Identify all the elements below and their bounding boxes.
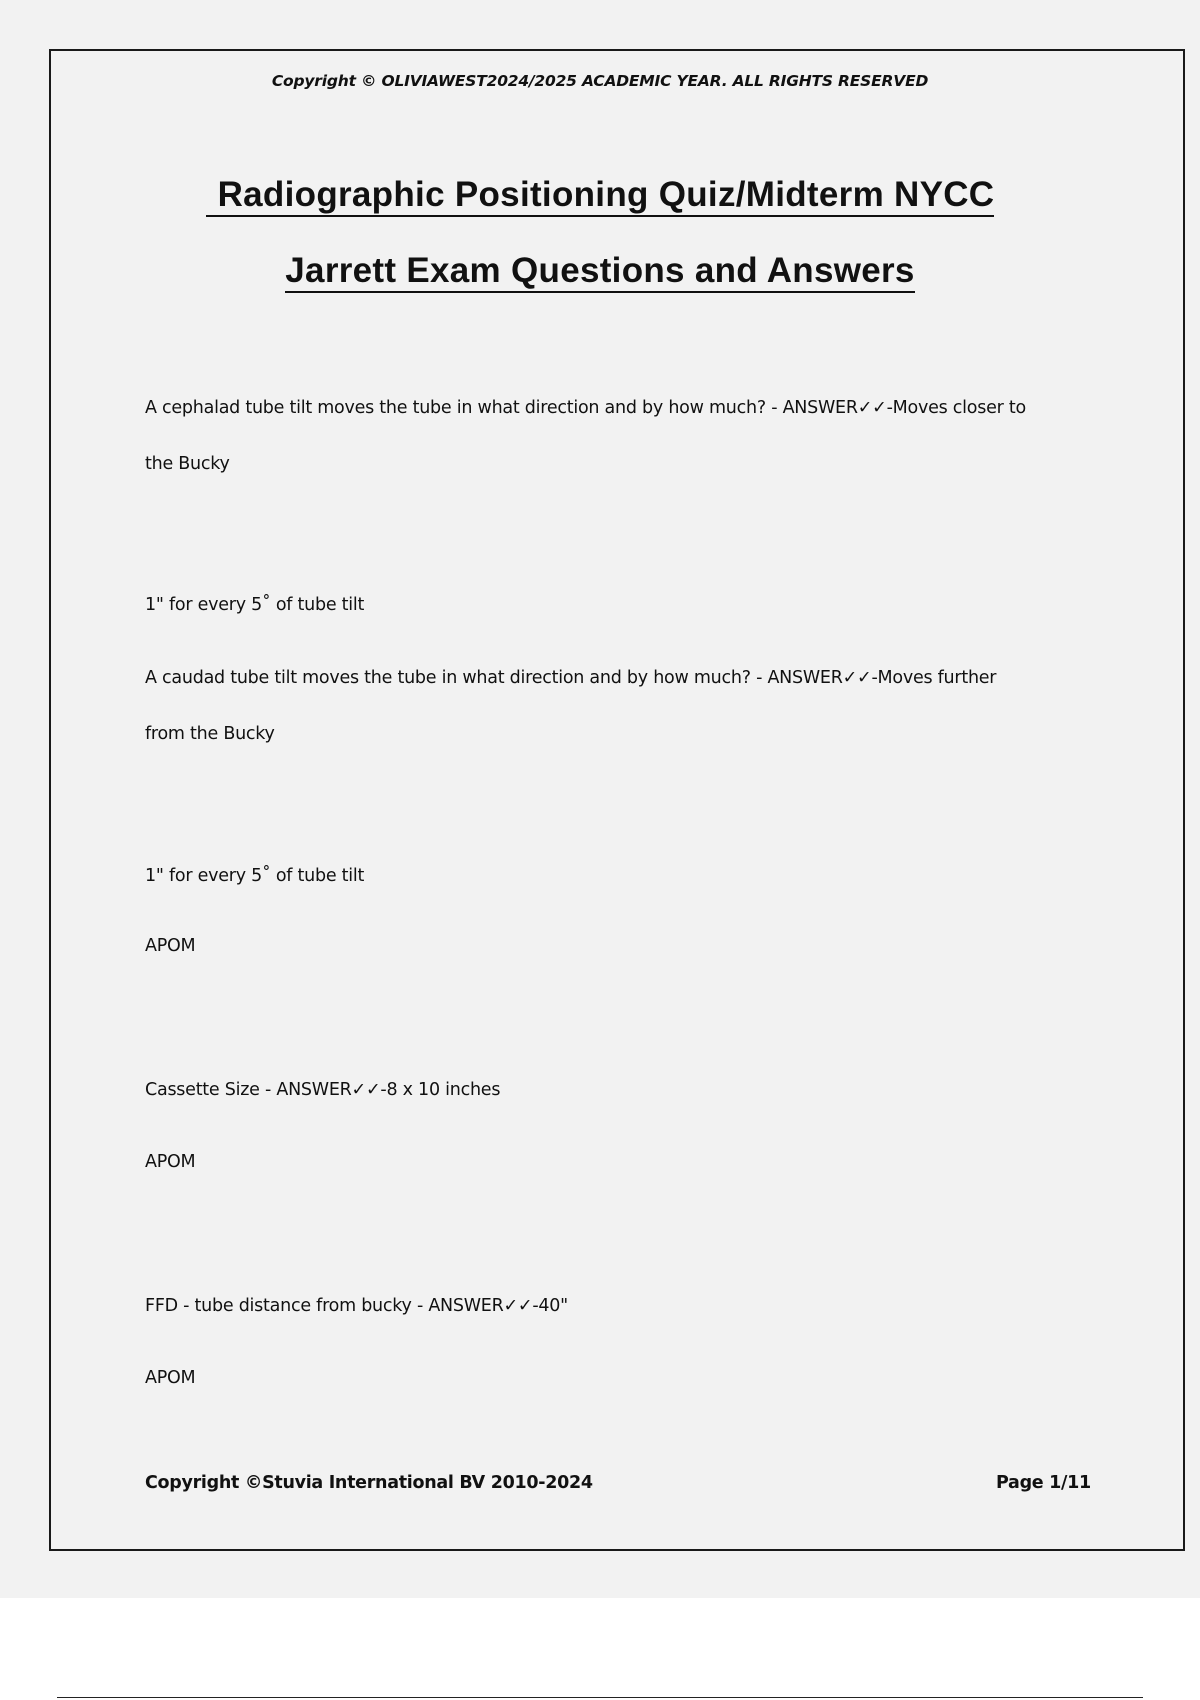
title-line-1 xyxy=(0,175,1200,217)
source-label: APOM xyxy=(145,1368,196,1388)
answer-detail: 1" for every 5˚ of tube tilt xyxy=(145,866,365,886)
answer-continuation: from the Bucky xyxy=(145,724,275,744)
title-text-1: Radiographic Positioning Quiz/Midterm NYCC xyxy=(206,177,995,217)
next-page-rule xyxy=(57,1697,1143,1698)
footer-copyright: Copyright ©Stuvia International BV 2010-2024 xyxy=(145,1473,593,1493)
question-cephalad: A cephalad tube tilt moves the tube in what direction and by how much? - ANSWER✓✓-Moves closer to xyxy=(145,398,1026,418)
source-label: APOM xyxy=(145,936,196,956)
answer-continuation: the Bucky xyxy=(145,454,230,474)
question-ffd: FFD - tube distance from bucky - ANSWER✓✓-40" xyxy=(145,1296,568,1316)
title-line-2 xyxy=(0,251,1200,293)
question-cassette-size: Cassette Size - ANSWER✓✓-8 x 10 inches xyxy=(145,1080,501,1100)
title-text-2: Jarrett Exam Questions and Answers xyxy=(285,253,914,293)
question-caudad: A caudad tube tilt moves the tube in what direction and by how much? - ANSWER✓✓-Moves further xyxy=(145,668,997,688)
answer-detail: 1" for every 5˚ of tube tilt xyxy=(145,595,365,615)
page-number: Page 1/11 xyxy=(996,1473,1091,1493)
header-copyright: Copyright © OLIVIAWEST2024/2025 ACADEMIC YEAR. ALL RIGHTS RESERVED xyxy=(271,72,929,90)
source-label: APOM xyxy=(145,1152,196,1172)
